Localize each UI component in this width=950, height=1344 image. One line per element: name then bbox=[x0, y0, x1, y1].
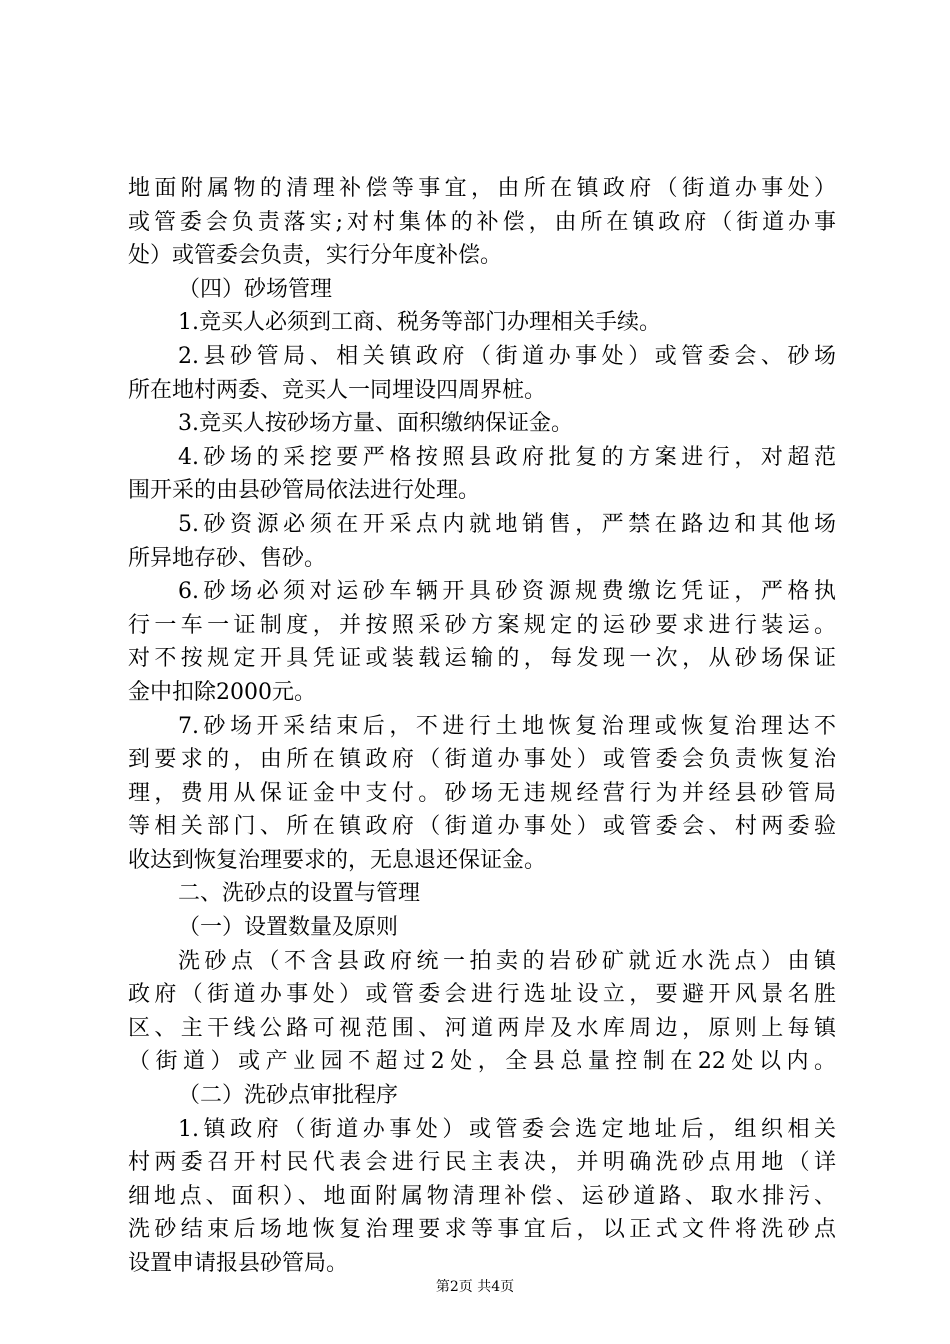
text-line: 7.砂场开采结束后，不进行土地恢复治理或恢复治理达不 bbox=[178, 713, 836, 739]
text-line: 区、主干线公路可视范围、河道两岸及水库周边，原则上每镇 bbox=[128, 1015, 836, 1041]
text-line: 洗砂点（不含县政府统一拍卖的岩砂矿就近水洗点）由镇 bbox=[178, 948, 836, 974]
text-line: 处）或管委会负责，实行分年度补偿。 bbox=[128, 243, 503, 269]
text-line: 设置申请报县砂管局。 bbox=[128, 1251, 349, 1276]
text-line: 洗砂结束后场地恢复治理要求等事宜后，以正式文件将洗砂点 bbox=[128, 1217, 836, 1243]
text-line: 二、洗砂点的设置与管理 bbox=[178, 881, 421, 907]
text-line: 围开采的由县砂管局依法进行处理。 bbox=[128, 478, 481, 504]
text-line: （街道）或产业园不超过2处，全县总量控制在22处以内。 bbox=[128, 1049, 836, 1075]
text-line: （四）砂场管理 bbox=[178, 276, 333, 302]
text-line: 细地点、面积）、地面附属物清理补偿、运砂道路、取水排污、 bbox=[128, 1183, 836, 1209]
text-line: 行一车一证制度，并按照采砂方案规定的运砂要求进行装运。 bbox=[128, 612, 836, 638]
text-line: 收达到恢复治理要求的，无息退还保证金。 bbox=[128, 847, 547, 873]
text-line: 或管委会负责落实;对村集体的补偿，由所在镇政府（街道办事 bbox=[128, 209, 836, 235]
text-line: 5.砂资源必须在开采点内就地销售，严禁在路边和其他场 bbox=[178, 511, 836, 537]
text-line: 4.砂场的采挖要严格按照县政府批复的方案进行，对超范 bbox=[178, 444, 836, 470]
text-line: 金中扣除2000元。 bbox=[128, 679, 316, 705]
text-line: 所在地村两委、竞买人一同埋设四周界桩。 bbox=[128, 377, 547, 403]
text-line: 所异地存砂、售砂。 bbox=[128, 545, 327, 571]
text-line: 到要求的，由所在镇政府（街道办事处）或管委会负责恢复治 bbox=[128, 747, 836, 773]
page-footer: 第2页 共4页 bbox=[435, 1279, 515, 1295]
text-line: 3.竞买人按砂场方量、面积缴纳保证金。 bbox=[178, 411, 573, 437]
text-line: 对不按规定开具凭证或装载运输的，每发现一次，从砂场保证 bbox=[128, 646, 836, 672]
text-line: 等相关部门、所在镇政府（街道办事处）或管委会、村两委验 bbox=[128, 814, 836, 840]
text-line: 2.县砂管局、相关镇政府（街道办事处）或管委会、砂场 bbox=[178, 343, 836, 369]
text-line: 1.竞买人必须到工商、税务等部门办理相关手续。 bbox=[178, 310, 661, 336]
text-line: 政府（街道办事处）或管委会进行选址设立，要避开风景名胜 bbox=[128, 982, 836, 1008]
document-body bbox=[128, 172, 836, 1281]
text-line: （一）设置数量及原则 bbox=[178, 915, 399, 941]
text-line: 村两委召开村民代表会进行民主表决，并明确洗砂点用地（详 bbox=[128, 1150, 836, 1176]
text-line: 6.砂场必须对运砂车辆开具砂资源规费缴讫凭证，严格执 bbox=[178, 579, 836, 605]
text-line: 1.镇政府（街道办事处）或管委会选定地址后，组织相关 bbox=[178, 1116, 836, 1142]
text-line: 理，费用从保证金中支付。砂场无违规经营行为并经县砂管局 bbox=[128, 780, 836, 806]
text-line: 地面附属物的清理补偿等事宜，由所在镇政府（街道办事处） bbox=[128, 176, 836, 201]
text-line: （二）洗砂点审批程序 bbox=[178, 1083, 399, 1109]
